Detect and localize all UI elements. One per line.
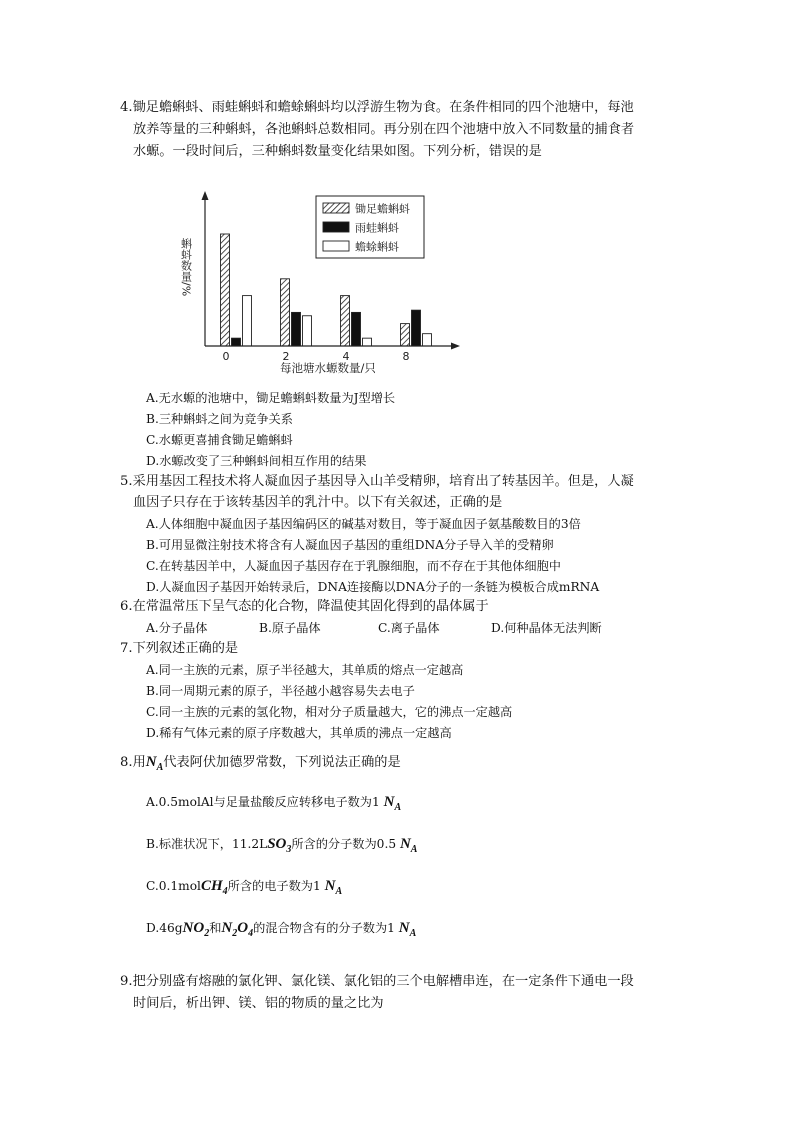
q6-option-d: D.何种晶体无法判断 [491,621,602,635]
legend-swatch-hatched [323,203,349,213]
q6-stem: 6.在常温常压下呈气态的化合物，降温使其固化得到的晶体属于 [120,599,489,614]
q5-option-d: D.人凝血因子基因开始转录后，DNA连接酶以DNA分子的一条链为模板合成mRNA [146,580,600,594]
bar-black-8 [412,310,421,346]
na-symbol: $N_A$ [399,836,418,855]
q7-option-a: A.同一主族的元素，原子半径越大，其单质的熔点一定越高 [146,663,464,677]
q5-stem-line-1: 5.采用基因工程技术将人凝血因子基因导入山羊受精卵，培育出了转基因羊。但是，人凝 [120,474,634,489]
q6-option-a: A.分子晶体 [146,621,208,635]
q8-stem-suffix: 代表阿伏加德罗常数，下列说法正确的是 [163,755,401,770]
so3-formula: $SO_3$ [267,836,292,855]
q9-stem-line-1: 9.把分别盛有熔融的氯化钾、氯化镁、氯化铝的三个电解槽串连，在一定条件下通电一段 [120,974,634,989]
x-tick-label: 4 [342,350,350,363]
bar-white-4 [363,338,372,346]
q8-stem [120,752,401,778]
bar-black-2 [292,312,301,346]
x-tick-label: 8 [402,350,410,363]
x-axis-label: 每池塘水螈数量/只 [280,361,376,375]
legend-swatch-white [323,241,349,251]
y-axis-arrow-icon [202,191,209,200]
q4-option-a: A.无水螈的池塘中，锄足蟾蝌蚪数量为J型增长 [146,391,396,405]
legend-label: 蟾蜍蝌蚪 [355,240,399,254]
q4-option-c: C.水螈更喜捕食锄足蟾蝌蚪 [146,433,293,447]
q4-stem-line-1: 4.锄足蟾蝌蚪、雨蛙蝌蚪和蟾蜍蝌蚪均以浮游生物为食。在条件相同的四个池塘中，每池 [120,100,634,115]
bar-hatched-4 [341,296,350,346]
ch4-formula: $CH_4$ [200,878,228,897]
no2-formula: $NO_2$ [182,920,210,939]
na-symbol: $N_A$ [324,878,343,897]
q4-option-d: D.水螈改变了三种蝌蚪间相互作用的结果 [146,454,367,468]
q8-stem-prefix: 8.用 [120,755,146,770]
q6-option-c: C.离子晶体 [378,621,440,635]
q6-option-b: B.原子晶体 [259,621,321,635]
q4-stem-line-2: 放养等量的三种蝌蚪，各池蝌蚪总数相同。再分别在四个池塘中放入不同数量的捕食者 [133,122,635,137]
q7-option-d: D.稀有气体元素的原子序数越大，其单质的沸点一定越高 [146,726,452,740]
x-tick-label: 0 [222,350,230,363]
bar-hatched-2 [281,279,290,346]
bar-black-4 [352,312,361,346]
bar-white-2 [303,316,312,346]
q8-option-a: A.0.5molAl与足量盐酸反应转移电子数为1 $N_A$ [146,794,402,813]
n2o4-formula: $N_2O_4$ [221,920,254,939]
bar-white-0 [243,296,252,346]
na-symbol: $N_A$ [145,754,164,773]
q4-option-b: B.三种蝌蚪之间为竞争关系 [146,412,293,426]
legend-label: 雨蛙蝌蚪 [355,221,399,235]
q7-stem: 7.下列叙述正确的是 [120,641,239,656]
tadpole-bar-chart [170,186,470,386]
x-tick-label: 2 [282,350,290,363]
q5-option-a: A.人体细胞中凝血因子基因编码区的碱基对数目，等于凝血因子氨基酸数目的3倍 [146,517,581,531]
legend-swatch-black [323,222,349,232]
q4-stem-line-3: 水螈。一段时间后，三种蝌蚪数量变化结果如图。下列分析，错误的是 [133,144,542,159]
q7-option-b: B.同一周期元素的原子，半径越小越容易失去电子 [146,684,415,698]
bar-black-0 [232,338,241,346]
q5-option-b: B.可用显微注射技术将含有人凝血因子基因的重组DNA分子导入羊的受精卵 [146,538,554,552]
x-axis-arrow-icon [451,343,460,350]
na-symbol: $N_A$ [398,920,417,939]
bar-white-8 [423,334,432,346]
bar-hatched-0 [221,234,230,346]
q5-option-c: C.在转基因羊中，人凝血因子基因存在于乳腺细胞，而不存在于其他体细胞中 [146,559,561,573]
bar-hatched-8 [401,324,410,346]
y-axis-label: 蝌蚪数量/% [179,238,193,297]
q8-option-d: D.46gNO$_2$和$N_2O_4$的混合物含有的分子数为1 $N_A$ [146,920,417,939]
q7-option-c: C.同一主族的元素的氢化物，相对分子质量越大，它的沸点一定越高 [146,705,513,719]
q9-stem-line-2: 时间后，析出钾、镁、铝的物质的量之比为 [133,996,384,1011]
q8-option-c: C.0.1molCH$_4$所含的电子数为1 $N_A$ [146,878,343,897]
q8-option-b: B.标准状况下，$11.2LSO_3$所含的分子数为0.5 $N_A$ [146,836,418,855]
q5-stem-line-2: 血因子只存在于该转基因羊的乳汁中。以下有关叙述，正确的是 [133,495,503,510]
legend-label: 锄足蟾蝌蚪 [355,202,410,216]
na-symbol: $N_A$ [383,794,402,813]
